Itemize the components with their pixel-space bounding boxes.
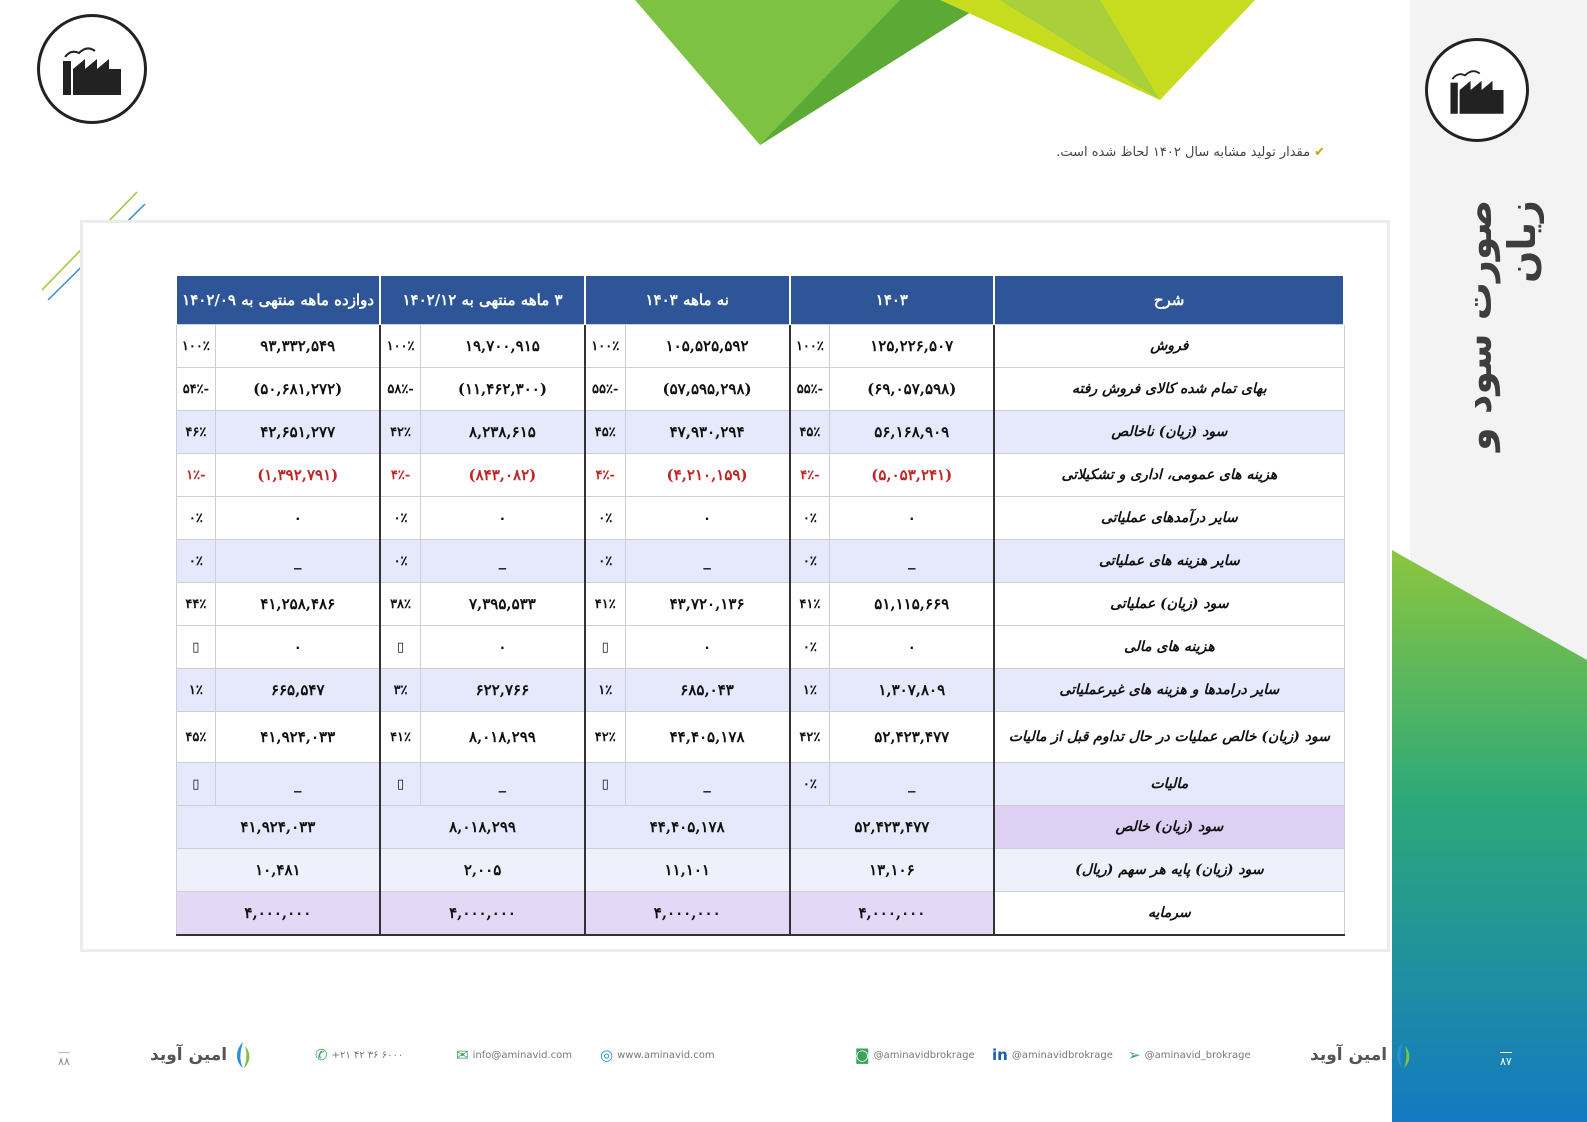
row-label: سود (زیان) ناخالص bbox=[994, 411, 1344, 454]
linkedin-text: @aminavidbrokrage bbox=[1011, 1049, 1113, 1061]
cell-value: ۵۱,۱۱۵,۶۶۹ bbox=[830, 583, 994, 626]
cell-value: ۱۰۵,۵۲۵,۵۹۲ bbox=[625, 325, 789, 368]
cell-percent: ۰٪ bbox=[380, 497, 420, 540]
row-label: سود (زیان) عملیاتی bbox=[994, 583, 1344, 626]
cell-value: ۵۲,۴۲۳,۴۷۷ bbox=[790, 806, 995, 849]
table-header-row bbox=[176, 276, 1344, 325]
table-row bbox=[176, 669, 1344, 712]
row-label: بهای تمام شده کالای فروش رفته bbox=[994, 368, 1344, 411]
cell-value: ۰ bbox=[830, 626, 994, 669]
cell-percent: ۴۵٪ bbox=[176, 712, 216, 763]
cell-value: ۱۲۵,۲۲۶,۵۰۷ bbox=[830, 325, 994, 368]
table-row bbox=[176, 763, 1344, 806]
cell-percent: ▯ bbox=[585, 626, 625, 669]
cell-value: ۱۱,۱۰۱ bbox=[585, 849, 790, 892]
cell-percent: ۰٪ bbox=[380, 540, 420, 583]
mouse-icon: ◎ bbox=[600, 1046, 614, 1064]
cell-value: ۵۶,۱۶۸,۹۰۹ bbox=[830, 411, 994, 454]
company-logo-right bbox=[1425, 38, 1529, 142]
table-row bbox=[176, 454, 1344, 497]
phone-icon: ✆ bbox=[315, 1046, 328, 1064]
factory-icon bbox=[57, 39, 127, 99]
cell-percent: ▯ bbox=[585, 763, 625, 806]
note-text: مقدار تولید مشابه سال ۱۴۰۲ لحاظ شده است. bbox=[1056, 145, 1311, 160]
page-title: صورت سود و زیان bbox=[1456, 200, 1544, 452]
row-label: سود (زیان) خالص عملیات در حال تداوم قبل از مالیات bbox=[994, 712, 1344, 763]
cell-value: ۷,۳۹۵,۵۳۳ bbox=[420, 583, 584, 626]
cell-percent: ۰٪ bbox=[176, 497, 216, 540]
row-label: سود (زیان) خالص bbox=[994, 806, 1344, 849]
table-row bbox=[176, 540, 1344, 583]
table-row bbox=[176, 583, 1344, 626]
cell-value: ۶۲۲,۷۶۶ bbox=[420, 669, 584, 712]
cell-percent: ۱۰۰٪ bbox=[585, 325, 625, 368]
footer-email[interactable] bbox=[456, 1040, 572, 1070]
cell-value: (۵۷,۵۹۵,۲۹۸) bbox=[625, 368, 789, 411]
cell-value: ۴,۰۰۰,۰۰۰ bbox=[790, 892, 995, 936]
footer-web[interactable] bbox=[600, 1040, 715, 1070]
cell-percent: ۰٪ bbox=[790, 497, 830, 540]
email-text: info@aminavid.com bbox=[472, 1049, 573, 1061]
cell-value: _ bbox=[420, 540, 584, 583]
cell-value: (۱,۳۹۲,۷۹۱) bbox=[216, 454, 380, 497]
production-note bbox=[1056, 145, 1325, 160]
linkedin-icon: in bbox=[992, 1046, 1008, 1064]
cell-percent: ۱۰۰٪ bbox=[790, 325, 830, 368]
cell-percent: ۴۲٪ bbox=[585, 712, 625, 763]
table-row bbox=[176, 626, 1344, 669]
cell-percent: ۱٪ bbox=[585, 669, 625, 712]
cell-percent: ۰٪ bbox=[790, 626, 830, 669]
table-row bbox=[176, 497, 1344, 540]
header-description: شرح bbox=[994, 276, 1344, 325]
cell-value: ۴۱,۹۲۴,۰۳۳ bbox=[216, 712, 380, 763]
cell-percent: ▯ bbox=[176, 763, 216, 806]
cell-value: ۹۳,۳۳۲,۵۴۹ bbox=[216, 325, 380, 368]
cell-percent: ۱٪ bbox=[176, 669, 216, 712]
brand-logo-left bbox=[150, 1040, 255, 1070]
cell-percent: -۱٪ bbox=[176, 454, 216, 497]
cell-value: ۶۶۵,۵۴۷ bbox=[216, 669, 380, 712]
cell-value: ۱,۳۰۷,۸۰۹ bbox=[830, 669, 994, 712]
brand-logo-right bbox=[1310, 1040, 1415, 1070]
cell-value: _ bbox=[830, 540, 994, 583]
cell-percent: ۴۱٪ bbox=[380, 712, 420, 763]
cell-value: _ bbox=[216, 540, 380, 583]
cell-value: ۸,۰۱۸,۲۹۹ bbox=[420, 712, 584, 763]
cell-value: ۴۱,۲۵۸,۴۸۶ bbox=[216, 583, 380, 626]
cell-percent: ▯ bbox=[380, 626, 420, 669]
table-row bbox=[176, 411, 1344, 454]
company-logo-left bbox=[37, 14, 147, 124]
phone-text: +۲۱ ۴۲ ۳۶ ۶۰۰۰ bbox=[331, 1049, 404, 1061]
telegram-text: @aminavid_brokrage bbox=[1144, 1049, 1251, 1061]
cell-value: ۵۲,۴۲۳,۴۷۷ bbox=[830, 712, 994, 763]
brand-name: امین آوید bbox=[150, 1045, 228, 1065]
telegram-icon: ➢ bbox=[1128, 1046, 1141, 1064]
cell-value: _ bbox=[420, 763, 584, 806]
header-3m-1402: ۳ ماهه منتهی به ۱۴۰۲/۱۲ bbox=[380, 276, 585, 325]
cell-percent: ▯ bbox=[176, 626, 216, 669]
row-label: سایر درامدها و هزینه های غیرعملیاتی bbox=[994, 669, 1344, 712]
header-9m-1403: نه ماهه ۱۴۰۳ bbox=[585, 276, 790, 325]
sidebar-gradient bbox=[1392, 550, 1587, 1122]
cell-value: ۴۳,۷۲۰,۱۳۶ bbox=[625, 583, 789, 626]
cell-percent: -۴٪ bbox=[585, 454, 625, 497]
table-row bbox=[176, 368, 1344, 411]
cell-percent: -۵۴٪ bbox=[176, 368, 216, 411]
cell-value: _ bbox=[625, 763, 789, 806]
cell-percent: -۴٪ bbox=[380, 454, 420, 497]
page-number-left: ۸۸ bbox=[58, 1052, 70, 1068]
row-label: سود (زیان) پایه هر سهم (ریال) bbox=[994, 849, 1344, 892]
cell-value: ۱۳,۱۰۶ bbox=[790, 849, 995, 892]
row-label: سایر هزینه های عملیاتی bbox=[994, 540, 1344, 583]
cell-percent: ۳٪ bbox=[380, 669, 420, 712]
cell-value: (۵,۰۵۳,۲۴۱) bbox=[830, 454, 994, 497]
mail-icon: ✉ bbox=[456, 1046, 469, 1064]
cell-value: (۵۰,۶۸۱,۲۷۲) bbox=[216, 368, 380, 411]
cell-value: ۶۸۵,۰۴۳ bbox=[625, 669, 789, 712]
cell-value: ۰ bbox=[625, 626, 789, 669]
cell-value: ۱۹,۷۰۰,۹۱۵ bbox=[420, 325, 584, 368]
cell-value: ۰ bbox=[830, 497, 994, 540]
cell-percent: ۴۵٪ bbox=[585, 411, 625, 454]
cell-percent: ۴۱٪ bbox=[790, 583, 830, 626]
instagram-icon: ◙ bbox=[855, 1046, 870, 1064]
cell-percent: ۴۲٪ bbox=[790, 712, 830, 763]
cell-percent: ۴۱٪ bbox=[585, 583, 625, 626]
cell-value: ۰ bbox=[420, 497, 584, 540]
row-label: مالیات bbox=[994, 763, 1344, 806]
cell-percent: -۴٪ bbox=[790, 454, 830, 497]
cell-percent: ۰٪ bbox=[585, 540, 625, 583]
cell-value: ۰ bbox=[625, 497, 789, 540]
row-label: هزینه های مالی bbox=[994, 626, 1344, 669]
cell-value: ۴۴,۴۰۵,۱۷۸ bbox=[625, 712, 789, 763]
cell-percent: -۵۵٪ bbox=[585, 368, 625, 411]
cell-value: ۸,۰۱۸,۲۹۹ bbox=[380, 806, 585, 849]
cell-value: ۴۷,۹۳۰,۲۹۴ bbox=[625, 411, 789, 454]
factory-icon bbox=[1445, 62, 1509, 118]
instagram-text: @aminavidbrokrage bbox=[873, 1049, 975, 1061]
cell-value: ۴۴,۴۰۵,۱۷۸ bbox=[585, 806, 790, 849]
cell-value: ۴,۰۰۰,۰۰۰ bbox=[380, 892, 585, 936]
footer-linkedin[interactable] bbox=[992, 1040, 1113, 1070]
cell-value: ۴,۰۰۰,۰۰۰ bbox=[176, 892, 380, 936]
web-text: www.aminavid.com bbox=[617, 1049, 715, 1061]
footer-telegram[interactable] bbox=[1128, 1040, 1251, 1070]
brand-name: امین آوید bbox=[1310, 1045, 1388, 1065]
header-1403: ۱۴۰۳ bbox=[790, 276, 995, 325]
cell-percent: ۱۰۰٪ bbox=[176, 325, 216, 368]
table-row bbox=[176, 712, 1344, 763]
check-icon: ✔ bbox=[1314, 145, 1325, 160]
cell-percent: ۳۸٪ bbox=[380, 583, 420, 626]
cell-value: (۶۹,۰۵۷,۵۹۸) bbox=[830, 368, 994, 411]
cell-percent: ۴۶٪ bbox=[176, 411, 216, 454]
cell-value: ۴۲,۶۵۱,۲۷۷ bbox=[216, 411, 380, 454]
table-row bbox=[176, 325, 1344, 368]
cell-value: ۰ bbox=[420, 626, 584, 669]
cell-value: ۲,۰۰۵ bbox=[380, 849, 585, 892]
cell-value: _ bbox=[830, 763, 994, 806]
table-row-eps bbox=[176, 849, 1344, 892]
row-label: هزینه های عمومی، اداری و تشکیلاتی bbox=[994, 454, 1344, 497]
income-statement-table bbox=[175, 276, 1345, 936]
cell-percent: ۴۲٪ bbox=[380, 411, 420, 454]
cell-value: (۱۱,۴۶۲,۳۰۰) bbox=[420, 368, 584, 411]
cell-value: ۴۱,۹۲۴,۰۳۳ bbox=[176, 806, 380, 849]
cell-value: (۴,۲۱۰,۱۵۹) bbox=[625, 454, 789, 497]
table-row-net-profit bbox=[176, 806, 1344, 849]
cell-value: _ bbox=[625, 540, 789, 583]
page-number-right: ۸۷ bbox=[1500, 1052, 1512, 1068]
cell-percent: ۰٪ bbox=[176, 540, 216, 583]
cell-percent: -۵۵٪ bbox=[790, 368, 830, 411]
footer-phone[interactable] bbox=[315, 1040, 403, 1070]
cell-percent: ۱٪ bbox=[790, 669, 830, 712]
cell-value: _ bbox=[216, 763, 380, 806]
cell-percent: ▯ bbox=[380, 763, 420, 806]
cell-percent: ۰٪ bbox=[585, 497, 625, 540]
cell-percent: ۰٪ bbox=[790, 540, 830, 583]
cell-percent: ۴۵٪ bbox=[790, 411, 830, 454]
table-row-capital bbox=[176, 892, 1344, 936]
row-label: فروش bbox=[994, 325, 1344, 368]
cell-value: ۸,۲۳۸,۶۱۵ bbox=[420, 411, 584, 454]
cell-value: (۸۴۳,۰۸۲) bbox=[420, 454, 584, 497]
cell-value: ۰ bbox=[216, 497, 380, 540]
cell-value: ۱۰,۴۸۱ bbox=[176, 849, 380, 892]
footer-instagram[interactable] bbox=[855, 1040, 975, 1070]
brand-mark-icon bbox=[231, 1040, 255, 1070]
cell-percent: ۱۰۰٪ bbox=[380, 325, 420, 368]
cell-percent: -۵۸٪ bbox=[380, 368, 420, 411]
cell-percent: ۴۴٪ bbox=[176, 583, 216, 626]
cell-value: ۰ bbox=[216, 626, 380, 669]
row-label: سرمایه bbox=[994, 892, 1344, 936]
brand-mark-icon bbox=[1391, 1040, 1415, 1070]
cell-percent: ۰٪ bbox=[790, 763, 830, 806]
header-12m-1402: دوازده ماهه منتهی به ۱۴۰۲/۰۹ bbox=[176, 276, 380, 325]
row-label: سایر درآمدهای عملیاتی bbox=[994, 497, 1344, 540]
cell-value: ۴,۰۰۰,۰۰۰ bbox=[585, 892, 790, 936]
